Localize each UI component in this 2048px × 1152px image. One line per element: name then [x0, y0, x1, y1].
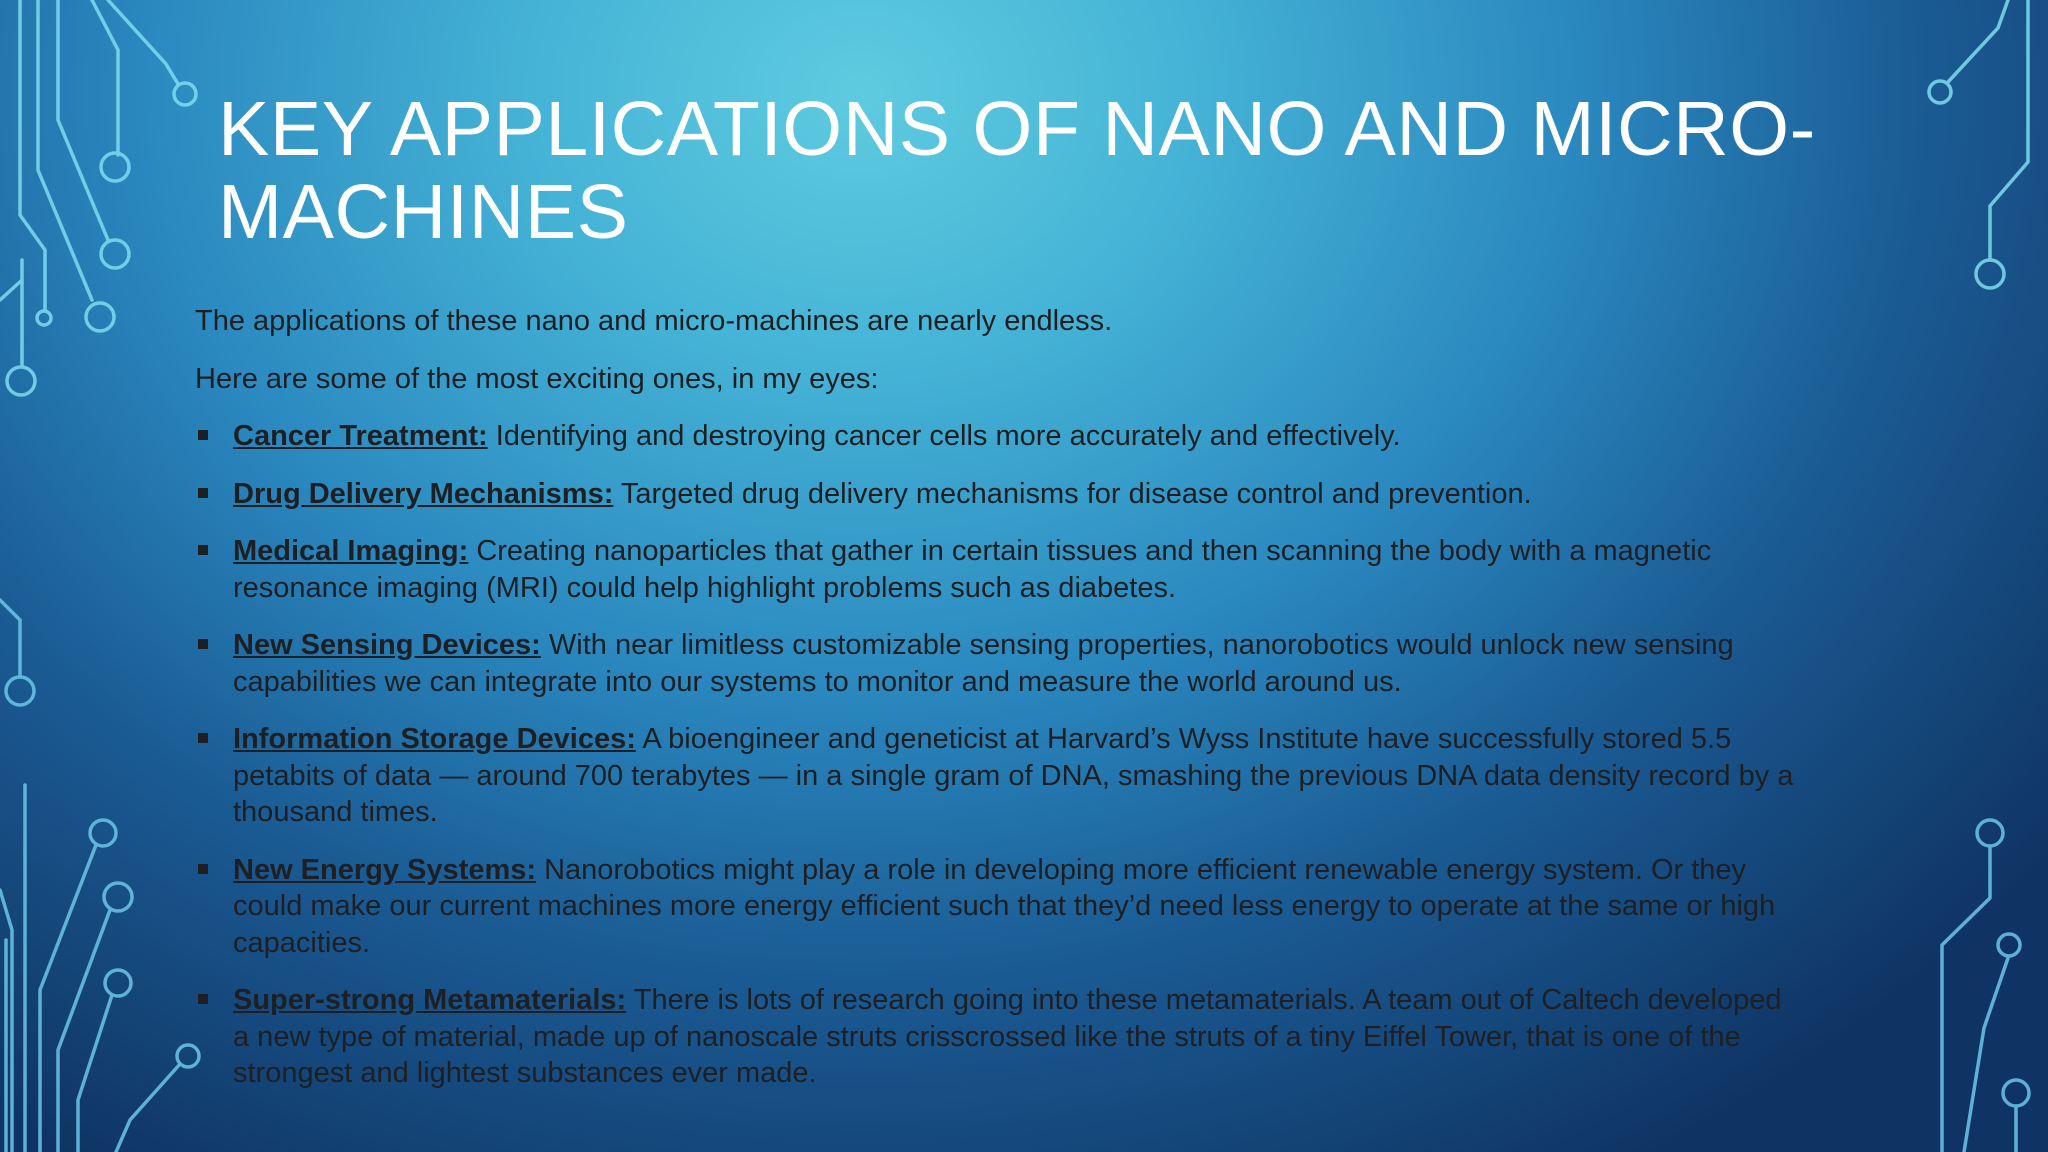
bullet-text: There is lots of research going into these metamaterials. A team out of Caltech developed a new type of material, made up of nanoscale struts crisscrossed like the struts of a tiny Eiffel Tower, that is one of the strongest and lightest substances ever made.	[233, 984, 1782, 1089]
list-item-medical-imaging	[195, 533, 1795, 606]
bullet-text: With near limitless customizable sensing properties, nanorobotics would unlock new sensing capabilities we can integrate into our systems to monitor and measure the world around us.	[233, 629, 1734, 698]
circuit-decoration-left	[0, 0, 220, 1152]
list-item-storage-devices	[195, 721, 1795, 831]
bullet-text: Identifying and destroying cancer cells more accurately and effectively.	[487, 420, 1401, 452]
bullet-square-icon	[198, 639, 208, 649]
bullet-term: Super-strong Metamaterials:	[233, 984, 627, 1016]
list-item-sensing-devices	[195, 627, 1795, 700]
circuit-decoration-right	[1908, 0, 2048, 1152]
list-item-metamaterials	[195, 982, 1795, 1092]
slide-body	[195, 303, 1795, 1113]
list-item-cancer-treatment	[195, 418, 1795, 455]
bullet-term: Cancer Treatment:	[233, 420, 488, 452]
bullet-square-icon	[198, 488, 208, 498]
bullet-square-icon	[198, 733, 208, 743]
list-item-energy-systems	[195, 852, 1795, 962]
list-item-drug-delivery	[195, 476, 1795, 513]
bullet-square-icon	[198, 430, 208, 440]
bullet-term: New Energy Systems:	[233, 853, 537, 886]
intro-line-1: The applications of these nano and micro-machines are nearly endless.	[195, 305, 1113, 337]
intro-line-2: Here are some of the most exciting ones, in my eyes:	[195, 362, 879, 395]
bullet-text: A bioengineer and geneticist at Harvard’s Wyss Institute have successfully stored 5.5 petabits of data — around 700 terabytes — in a single gram of DNA, smashing the previous DNA data density record by a thousand times.	[233, 723, 1794, 828]
bullet-term: Medical Imaging:	[233, 535, 469, 567]
bullet-square-icon	[198, 994, 208, 1004]
bullet-text: Targeted drug delivery mechanisms for disease control and prevention.	[613, 477, 1532, 510]
slide-title: KEY APPLICATIONS OF NANO AND MICRO-MACHINES	[218, 86, 1816, 255]
bullet-text: Creating nanoparticles that gather in certain tissues and then scanning the body with a magnetic resonance imaging (MRI) could help highlight problems such as diabetes.	[233, 535, 1712, 604]
bullet-square-icon	[198, 545, 208, 555]
bullet-text: Nanorobotics might play a role in developing more efficient renewable energy system. Or they could make our current machines more energy efficient such that they’d need less energy to operate at the same or high capacities.	[233, 853, 1776, 959]
bullet-term: Drug Delivery Mechanisms:	[233, 477, 614, 510]
bullet-square-icon	[198, 864, 208, 874]
applications-list	[195, 418, 1795, 1092]
bullet-term: Information Storage Devices:	[233, 723, 636, 755]
bullet-term: New Sensing Devices:	[233, 629, 541, 661]
